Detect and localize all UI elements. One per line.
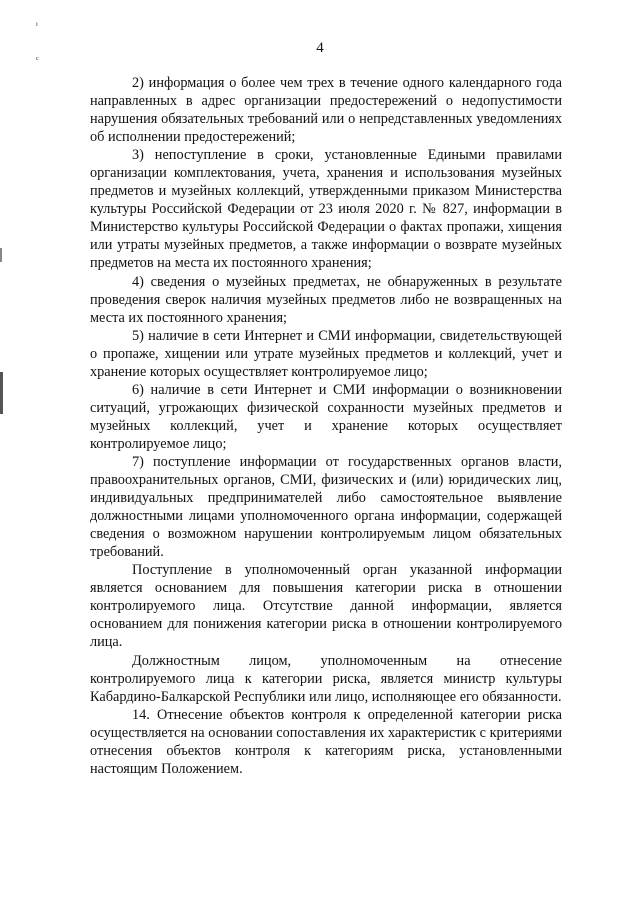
page-number: 4	[316, 40, 324, 56]
paragraph-criterion-6: 6) наличие в сети Интернет и СМИ информации о возникновении ситуаций, угрожающих физической сохранности музейных предметов и музейных коллекций, учет и хранение которых осуществляет контролируемое лицо;	[90, 381, 562, 452]
scan-artifact-mark: ᵢ	[36, 16, 38, 28]
document-body	[90, 74, 562, 778]
paragraph-risk-raise: Поступление в уполномоченный орган указанной информации является основанием для повышения категории риска в отношении контролируемого лица. Отсутствие данной информации, является основанием для понижения категории риска в отношении контролируемого лица.	[90, 562, 562, 651]
paragraph-criterion-3: 3) непоступление в сроки, установленные Едиными правилами организации комплектования, учета, хранения и использования музейных предметов и музейных коллекций, утвержденными приказом Министерства культуры Российской Федерации от 23 июля 2020 г. № 827, информации в Министерство культуры Российской Федерации о фактах пропажи, хищения или утраты музейных предметов, а также информации о возврате музейных предметов на места их постоянного хранения;	[90, 147, 562, 272]
paragraph-responsible-official: Должностным лицом, уполномоченным на отнесение контролируемого лица к категории риска, является министр культуры Кабардино-Балкарской Республики или лицо, исполняющее его обязанности.	[90, 652, 562, 705]
paragraph-criterion-5: 5) наличие в сети Интернет и СМИ информации, свидетельствующей о пропаже, хищении или утрате музейных предметов и коллекций, учет и хранение которых осуществляет контролируемое лицо;	[90, 327, 562, 380]
scan-edge-artifact	[0, 372, 3, 414]
paragraph-criterion-7: 7) поступление информации от государственных органов власти, правоохранительных органов, СМИ, физических и (или) юридических лиц, индивидуальных предпринимателей либо самостоятельное выявление должностными лицами уполномоченного органа информации, содержащей сведения о возможном нарушении контролируемым лицом обязательных требований.	[90, 453, 562, 561]
paragraph-criterion-2: 2) информация о более чем трех в течение одного календарного года направленных в адрес организации предостережений о недопустимости нарушения обязательных требований или о непредставленных уведомлениях об исполнении предостережений;	[90, 75, 562, 146]
paragraph-criterion-4: 4) сведения о музейных предметах, не обнаруженных в результате проведения сверок наличия музейных предметов либо не возвращенных на места их постоянного хранения;	[90, 273, 562, 326]
scan-artifact-mark: ᶜ	[36, 54, 39, 66]
paragraph-section-14: 14. Отнесение объектов контроля к определенной категории риска осуществляется на основании сопоставления их характеристик с критериями отнесения объектов контроля к категориям риска, установленными настоящим Положением.	[90, 706, 562, 777]
scan-edge-artifact	[0, 248, 2, 262]
